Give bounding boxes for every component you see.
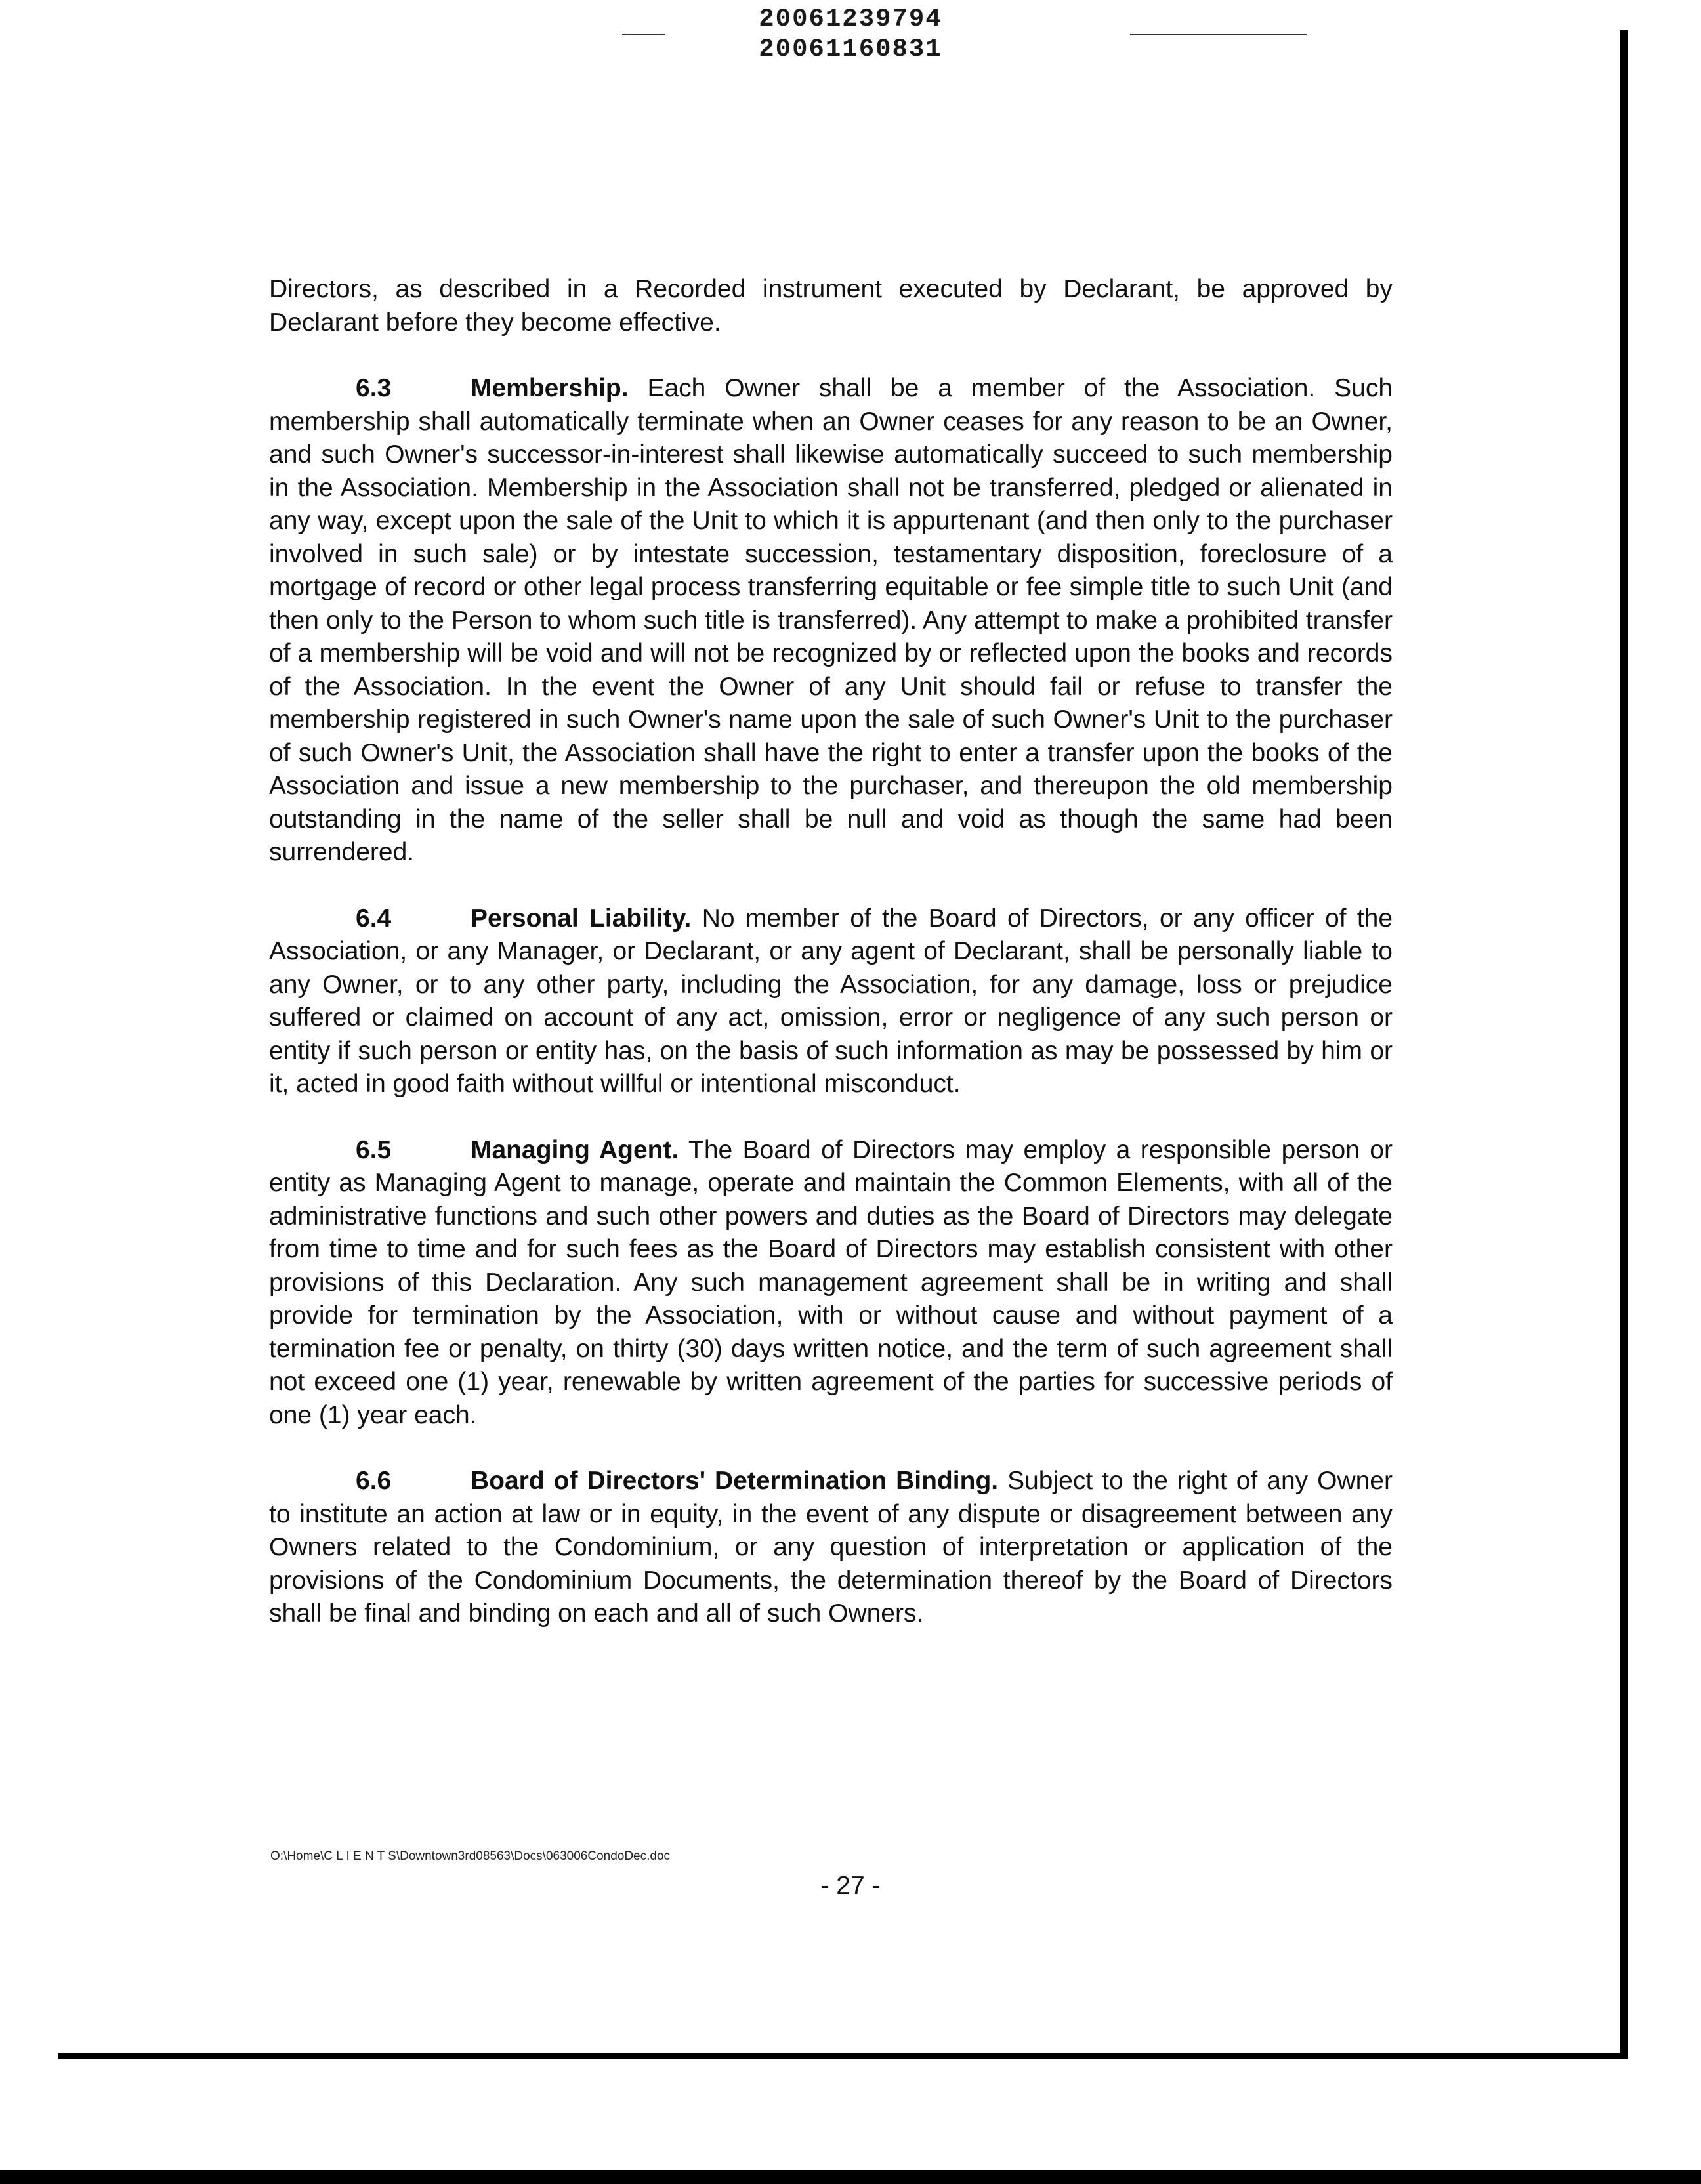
- section-text: Subject to the right of any Owner to institute an action at law or in equity, in the event of any dispute or disagreement between any Owners related to the Condominium, or any question of interpretation or application of the provisions of the Condominium Documents, the determination thereof by the Board of Directors shall be final and binding on each and all of such Owners.: [269, 1467, 1393, 1628]
- section-number: 6.6: [356, 1467, 392, 1495]
- stamp-number-2: 20061160831: [759, 35, 942, 64]
- stamp-rule-left: [622, 34, 665, 35]
- scan-border-edge: [0, 2170, 1701, 2184]
- section-text: No member of the Board of Directors, or any officer of the Association, or any Manager, or Declarant, or any agent of Declarant, shall be personally liable to any Owner, or to any other party, including the Association, for any damage, loss or prejudice suffered or claimed on account of any act, omission, error or negligence of any such person or entity if such person or entity has, on the basis of such information as may be possessed by him or it, acted in good faith without willful or intentional misconduct.: [269, 904, 1393, 1098]
- scan-border-bottom: [58, 2053, 1628, 2059]
- section-number: 6.4: [356, 904, 392, 933]
- section-6-3: [269, 372, 1393, 870]
- section-6-6: [269, 1465, 1393, 1631]
- section-number: 6.5: [356, 1135, 392, 1164]
- section-text: Each Owner shall be a member of the Association. Such membership shall automatically terminate when an Owner ceases for any reason to be an Owner, and such Owner's successor-in-interest shall likewise automatically succeed to such membership in the Association. Membership in the Association shall not be transferred, pledged or alienated in any way, except upon the sale of the Unit to which it is appurtenant (and then only to the purchaser involved in such sale) or by intestate succession, testamentary disposition, foreclosure of a mortgage of record or other legal process transferring equitable or fee simple title to such Unit (and then only to the Person to whom such title is transferred). Any attempt to make a prohibited transfer of a membership will be void and will not be recognized by or reflected upon the books and records of the Association. In the event the Owner of any Unit should fail or refuse to transfer the membership registered in such Owner's name upon the sale of such Owner's Unit to the purchaser of such Owner's Unit, the Association shall have the right to enter a transfer upon the books of the Association and issue a new membership to the purchaser, and thereupon the old membership outstanding in the name of the seller shall be null and void as though the same had been surrendered.: [269, 374, 1393, 866]
- section-title: Board of Directors' Determination Binding.: [471, 1467, 999, 1495]
- intro-paragraph: Directors, as described in a Recorded instrument executed by Declarant, be approved by Declarant before they become effective.: [269, 275, 1393, 337]
- section-text: The Board of Directors may employ a responsible person or entity as Managing Agent to manage, operate and maintain the Common Elements, with all of the administrative functions and such other powers and duties as the Board of Directors may delegate from time to time and for such fees as the Board of Directors may establish consistent with other provisions of this Declaration. Any such management agreement shall be in writing and shall provide for termination by the Association, with or without cause and without payment of a termination fee or penalty, on thirty (30) days written notice, and the term of such agreement shall not exceed one (1) year, renewable by written agreement of the parties for successive periods of one (1) year each.: [269, 1135, 1393, 1429]
- scan-border-right: [1620, 30, 1628, 2058]
- document-body: [269, 273, 1393, 1664]
- page-number: - 27 -: [820, 1872, 881, 1900]
- footer-file-path: O:\Home\C L I E N T S\Downtown3rd08563\Docs\063006CondoDec.doc: [270, 1849, 671, 1863]
- section-6-5: [269, 1134, 1393, 1433]
- section-number: 6.3: [356, 374, 392, 402]
- section-title: Personal Liability.: [471, 904, 692, 933]
- section-6-4: [269, 902, 1393, 1101]
- section-title: Managing Agent.: [471, 1135, 679, 1164]
- stamp-rule-right: [1130, 34, 1307, 35]
- stamp-number-1: 20061239794: [759, 5, 942, 33]
- section-title: Membership.: [471, 374, 629, 402]
- recording-stamp: [0, 4, 1701, 64]
